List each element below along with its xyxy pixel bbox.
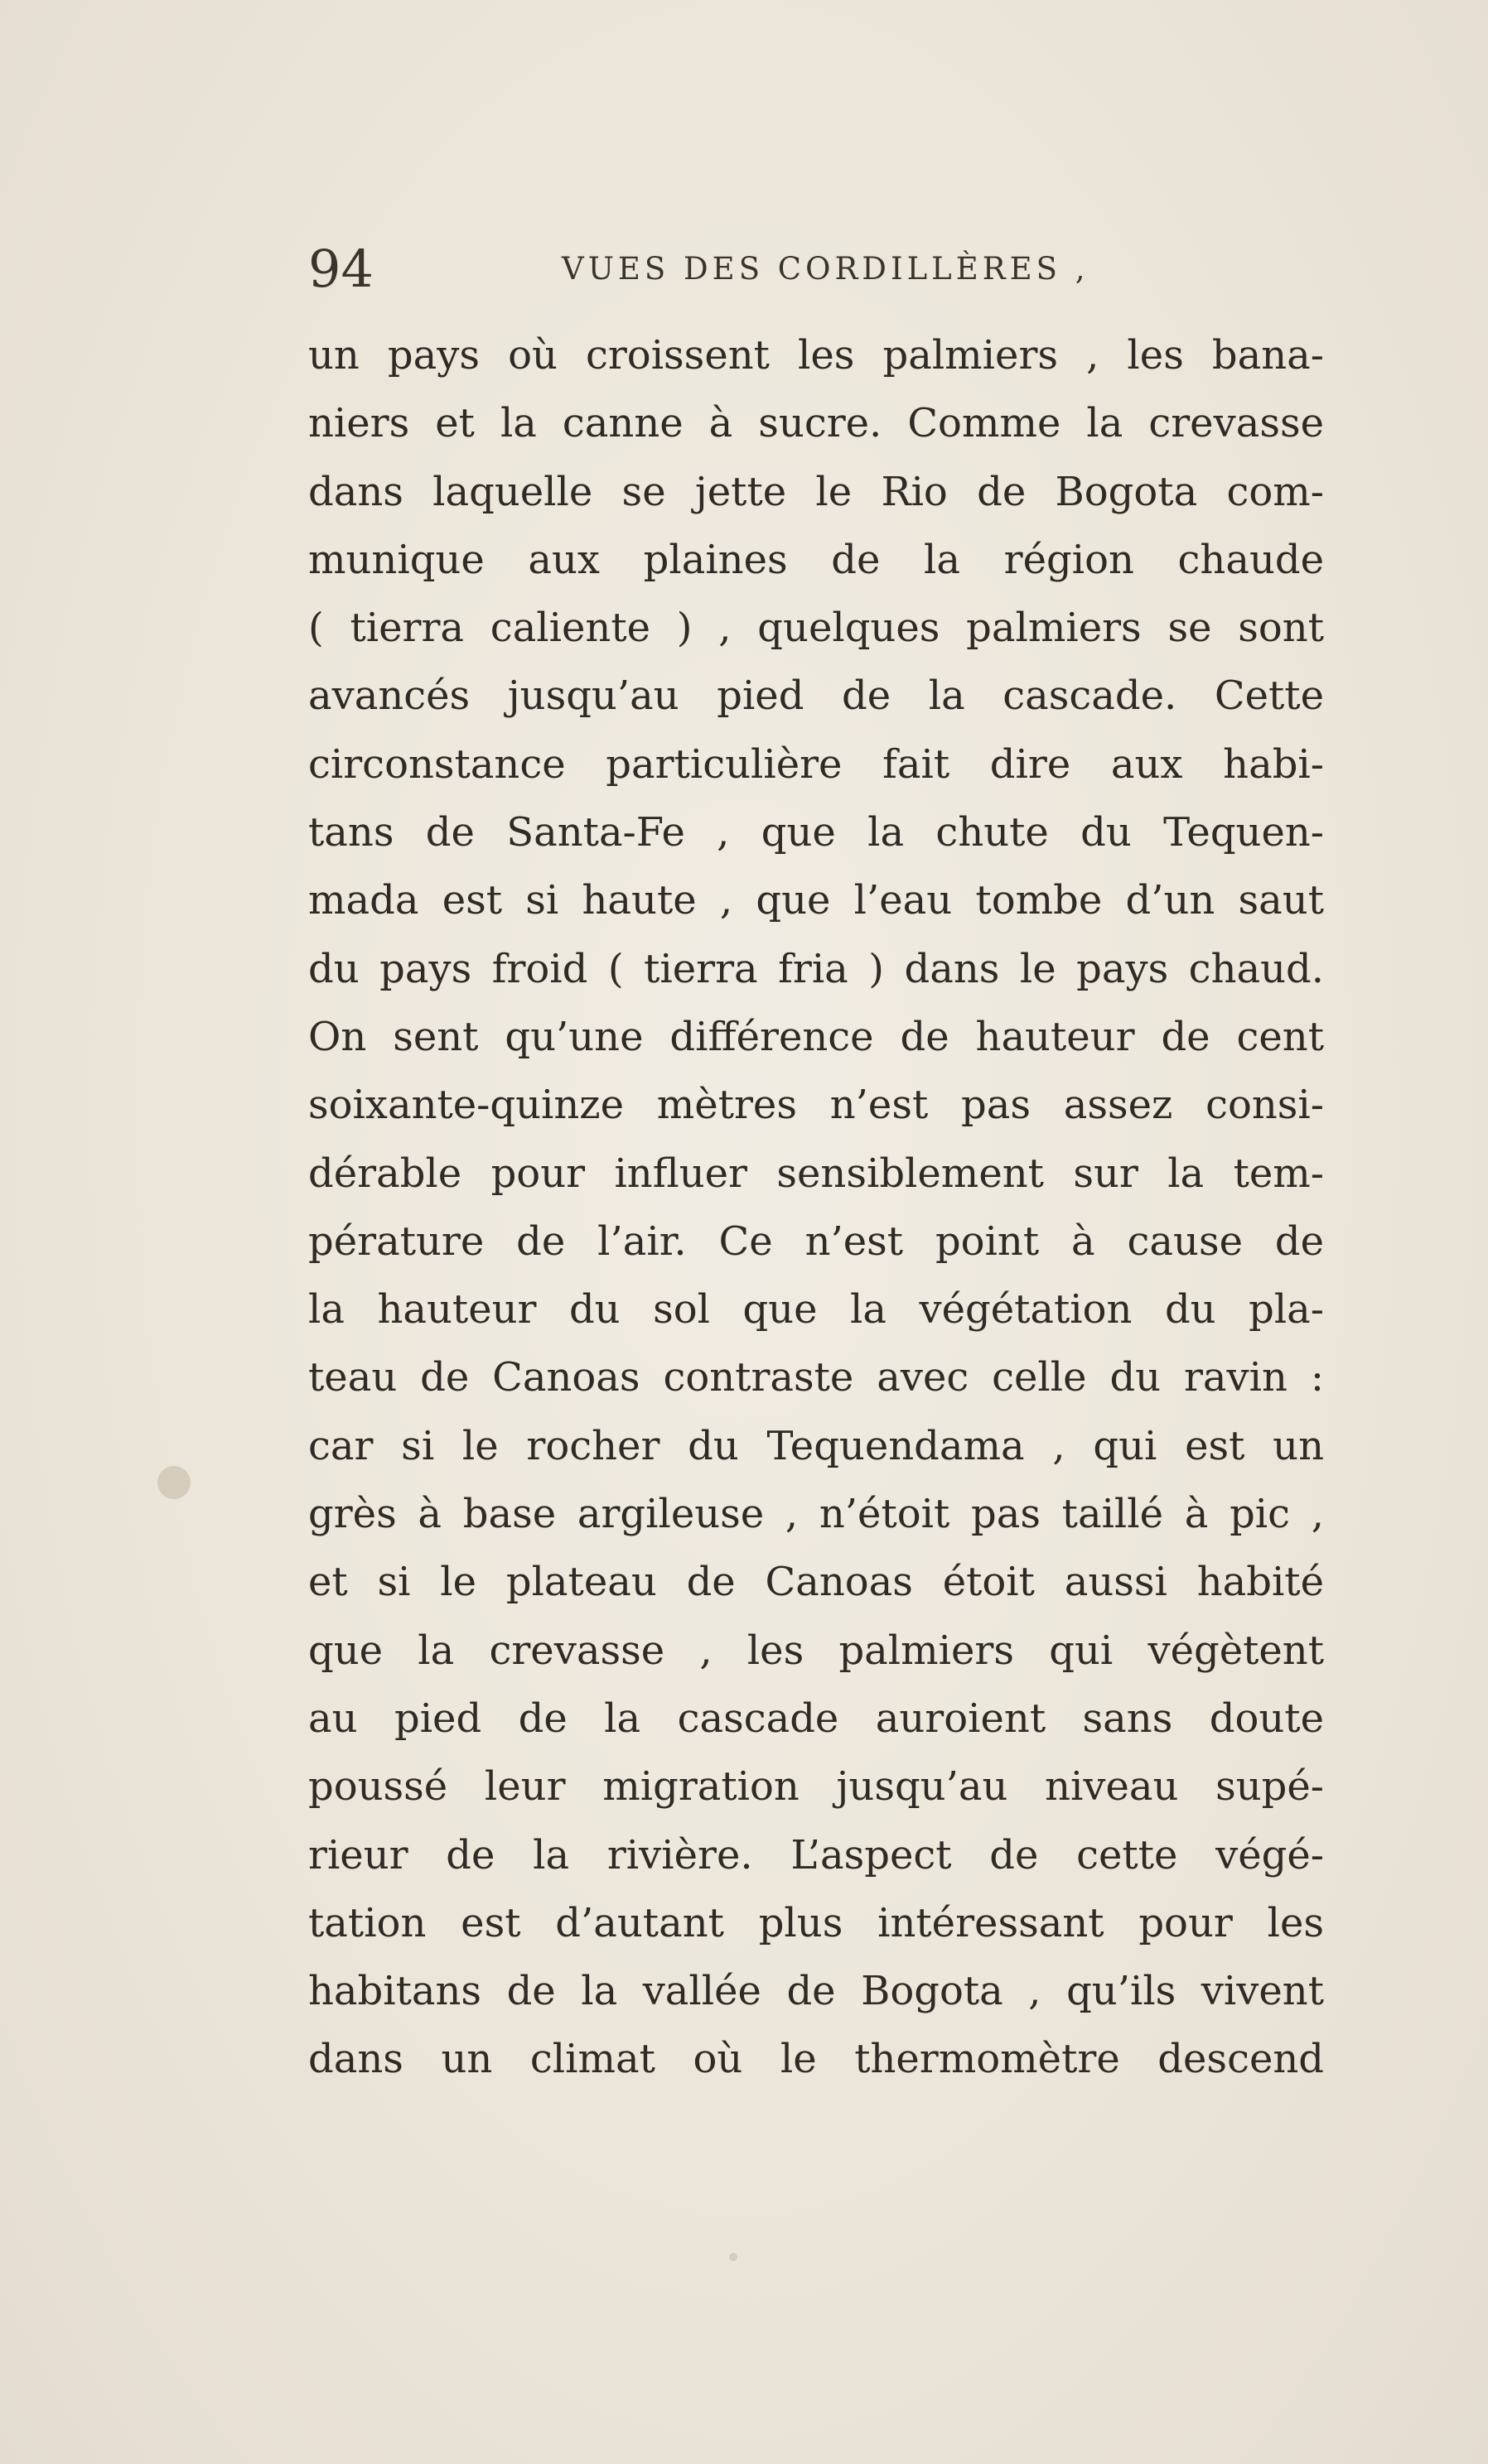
text-line: un pays où croissent les palmiers , les bana- — [308, 332, 1324, 379]
text-line: soixante-quinze mètres n’est pas assez consi- — [308, 1082, 1324, 1129]
text-line: avancés jusqu’au pied de la cascade. Cette — [308, 673, 1324, 720]
paper-stain — [729, 2253, 737, 2261]
text-line: la hauteur du sol que la végétation du pla- — [308, 1286, 1324, 1333]
text-line: au pied de la cascade auroient sans doute — [308, 1695, 1324, 1742]
text-line: et si le plateau de Canoas étoit aussi habité — [308, 1559, 1324, 1606]
text-line: habitans de la vallée de Bogota , qu’ils vivent — [308, 1968, 1324, 2015]
text-line: poussé leur migration jusqu’au niveau supé- — [308, 1763, 1324, 1811]
text-line: mada est si haute , que l’eau tombe d’un saut — [308, 877, 1324, 924]
text-line: dérable pour influer sensiblement sur la tem- — [308, 1150, 1324, 1197]
text-line: On sent qu’une différence de hauteur de cent — [308, 1013, 1324, 1060]
text-line: grès à base argileuse , n’étoit pas taillé à pic , — [308, 1491, 1324, 1538]
text-line: dans laquelle se jette le Rio de Bogota com- — [308, 468, 1324, 515]
text-line: niers et la canne à sucre. Comme la crevasse — [308, 400, 1324, 447]
text-line: circonstance particulière fait dire aux habi- — [308, 740, 1324, 788]
text-line: tans de Santa-Fe , que la chute du Tequen- — [308, 809, 1324, 856]
running-head — [308, 236, 1324, 302]
text-line: que la crevasse , les palmiers qui végètent — [308, 1627, 1324, 1674]
text-line: rieur de la rivière. L’aspect de cette végé- — [308, 1831, 1324, 1878]
text-line: pérature de l’air. Ce n’est point à cause de — [308, 1218, 1324, 1265]
running-title: VUES DES CORDILLÈRES , — [562, 251, 1089, 287]
paper-stain — [157, 1466, 191, 1499]
text-line: dans un climat où le thermomètre descend — [308, 2036, 1324, 2083]
text-line: car si le rocher du Tequendama , qui est un — [308, 1422, 1324, 1469]
text-line: tation est d’autant plus intéressant pour les — [308, 1899, 1324, 1946]
text-line: munique aux plaines de la région chaude — [308, 536, 1324, 583]
text-line: du pays froid ( tierra fria ) dans le pays chaud. — [308, 945, 1324, 992]
body-text — [308, 321, 1324, 2094]
page-number: 94 — [308, 239, 374, 299]
text-line: ( tierra caliente ) , quelques palmiers se sont — [308, 605, 1324, 652]
text-line: teau de Canoas contraste avec celle du ravin : — [308, 1354, 1324, 1401]
